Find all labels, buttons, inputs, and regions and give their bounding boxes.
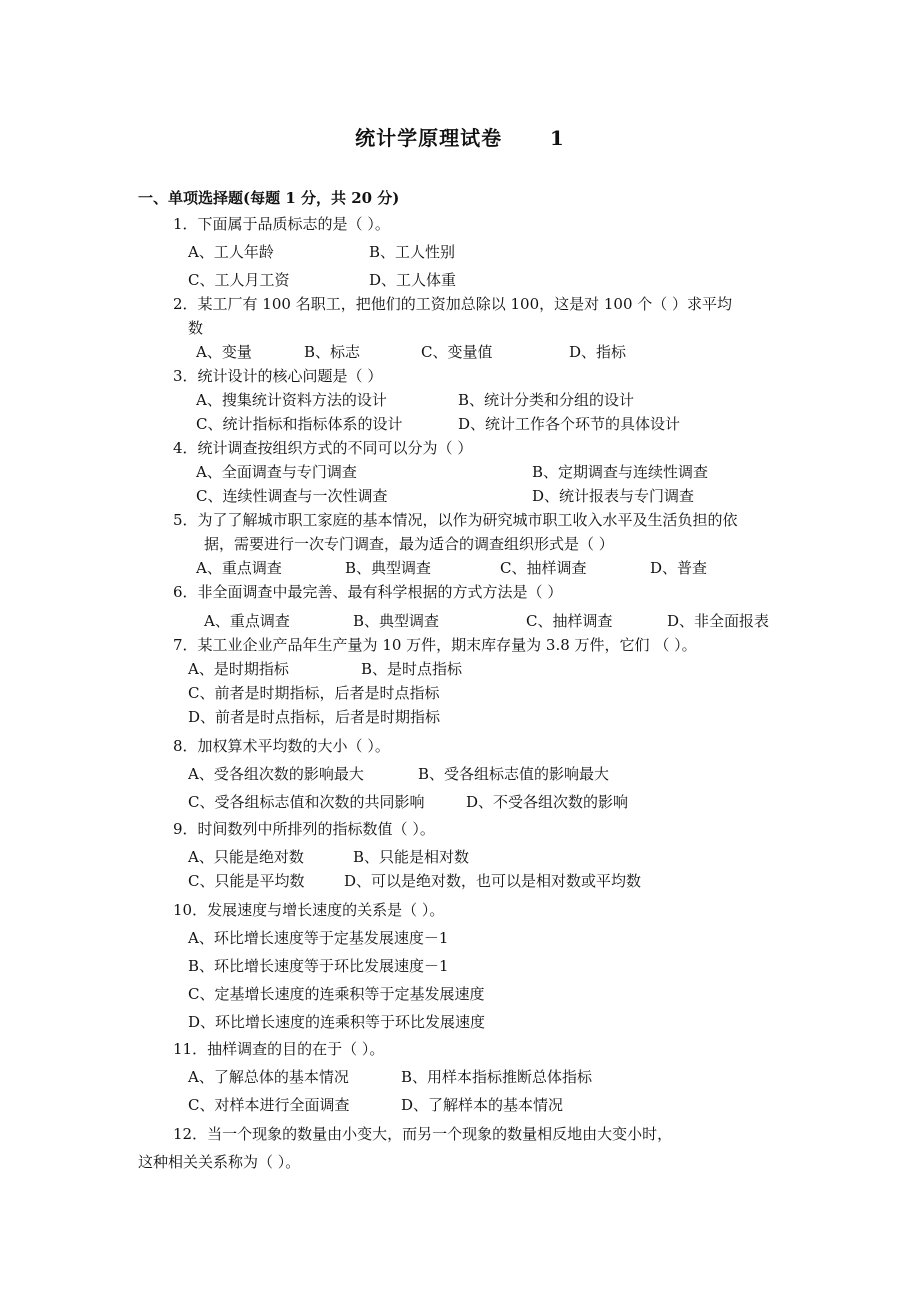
- question-4-stem: 4．统计调查按组织方式的不同可以分为（ ）: [173, 439, 473, 457]
- question-5-option-b: B、典型调查: [345, 559, 432, 577]
- question-5-option-c: C、抽样调查: [500, 559, 587, 577]
- question-6-option-b: B、典型调查: [353, 612, 440, 630]
- question-7-option-a: A、是时期指标: [188, 660, 289, 678]
- question-11-option-d: D、了解样本的基本情况: [401, 1096, 564, 1114]
- question-2-option-d: D、指标: [569, 343, 627, 361]
- question-2-stem-cont: 数: [188, 319, 204, 337]
- question-1-option-c: C、工人月工资: [188, 271, 290, 289]
- question-6-stem: 6．非全面调查中最完善、最有科学根据的方式方法是（ ）: [173, 583, 563, 601]
- question-2-option-c: C、变量值: [421, 343, 493, 361]
- question-12-stem-cont: 这种相关关系称为（ ）。: [138, 1153, 301, 1171]
- question-11-option-a: A、了解总体的基本情况: [188, 1068, 349, 1086]
- question-8-option-d: D、不受各组次数的影响: [466, 793, 629, 811]
- question-5-stem-cont: 据，需要进行一次专门调查，最为适合的调查组织形式是（ ）: [204, 535, 614, 553]
- question-8-option-b: B、受各组标志值的影响最大: [418, 765, 610, 783]
- question-11-option-c: C、对样本进行全面调查: [188, 1096, 350, 1114]
- section-heading: 一、单项选择题(每题 1 分，共 20 分): [138, 189, 400, 207]
- question-9-option-a: A、只能是绝对数: [188, 848, 304, 866]
- question-8-stem: 8．加权算术平均数的大小（ ）。: [173, 737, 390, 755]
- question-11-option-b: B、用样本指标推断总体指标: [401, 1068, 593, 1086]
- question-2-option-b: B、标志: [304, 343, 361, 361]
- question-9-option-b: B、只能是相对数: [353, 848, 470, 866]
- question-7-stem: 7．某工业企业产品年生产量为 10 万件，期末库存量为 3.8 万件，它们 （ ）。: [173, 636, 697, 654]
- exam-title: 统计学原理试卷 1: [355, 126, 565, 150]
- question-7-option-c: C、前者是时期指标，后者是时点指标: [188, 684, 440, 702]
- question-10-option-d: D、环比增长速度的连乘积等于环比发展速度: [188, 1013, 486, 1031]
- question-1-option-d: D、工人体重: [369, 271, 457, 289]
- question-3-option-b: B、统计分类和分组的设计: [458, 391, 635, 409]
- question-5-option-a: A、重点调查: [196, 559, 282, 577]
- question-6-option-a: A、重点调查: [204, 612, 290, 630]
- question-4-option-d: D、统计报表与专门调查: [532, 487, 695, 505]
- question-1-stem: 1．下面属于品质标志的是（ ）。: [173, 215, 390, 233]
- question-4-option-b: B、定期调查与连续性调查: [532, 463, 709, 481]
- question-9-option-c: C、只能是平均数: [188, 872, 305, 890]
- question-4-option-a: A、全面调查与专门调查: [196, 463, 357, 481]
- question-10-stem: 10．发展速度与增长速度的关系是（ ）。: [173, 901, 445, 919]
- question-3-option-c: C、统计指标和指标体系的设计: [196, 415, 403, 433]
- question-5-stem: 5．为了了解城市职工家庭的基本情况，以作为研究城市职工收入水平及生活负担的依: [173, 511, 738, 529]
- question-3-option-a: A、搜集统计资料方法的设计: [196, 391, 387, 409]
- question-9-option-d: D、可以是绝对数，也可以是相对数或平均数: [344, 872, 642, 890]
- question-10-option-b: B、环比增长速度等于环比发展速度－1: [188, 957, 449, 975]
- question-8-option-a: A、受各组次数的影响最大: [188, 765, 364, 783]
- question-7-option-b: B、是时点指标: [361, 660, 463, 678]
- question-10-option-c: C、定基增长速度的连乘积等于定基发展速度: [188, 985, 485, 1003]
- question-10-option-a: A、环比增长速度等于定基发展速度－1: [188, 929, 449, 947]
- question-9-stem: 9．时间数列中所排列的指标数值（ ）。: [173, 820, 435, 838]
- question-11-stem: 11．抽样调查的目的在于（ ）。: [173, 1040, 385, 1058]
- question-7-option-d: D、前者是时点指标，后者是时期指标: [188, 708, 441, 726]
- question-6-option-c: C、抽样调查: [526, 612, 613, 630]
- question-2-option-a: A、变量: [196, 343, 252, 361]
- question-1-option-a: A、工人年龄: [188, 243, 274, 261]
- question-3-option-d: D、统计工作各个环节的具体设计: [458, 415, 681, 433]
- question-3-stem: 3．统计设计的核心问题是（ ）: [173, 367, 383, 385]
- question-2-stem: 2．某工厂有 100 名职工，把他们的工资加总除以 100，这是对 100 个（ ）求平均: [173, 295, 733, 313]
- question-12-stem: 12．当一个现象的数量由小变大，而另一个现象的数量相反地由大变小时，: [173, 1125, 673, 1143]
- question-4-option-c: C、连续性调查与一次性调查: [196, 487, 388, 505]
- question-6-option-d: D、非全面报表: [667, 612, 770, 630]
- question-8-option-c: C、受各组标志值和次数的共同影响: [188, 793, 425, 811]
- question-1-option-b: B、工人性别: [369, 243, 456, 261]
- question-5-option-d: D、普查: [650, 559, 708, 577]
